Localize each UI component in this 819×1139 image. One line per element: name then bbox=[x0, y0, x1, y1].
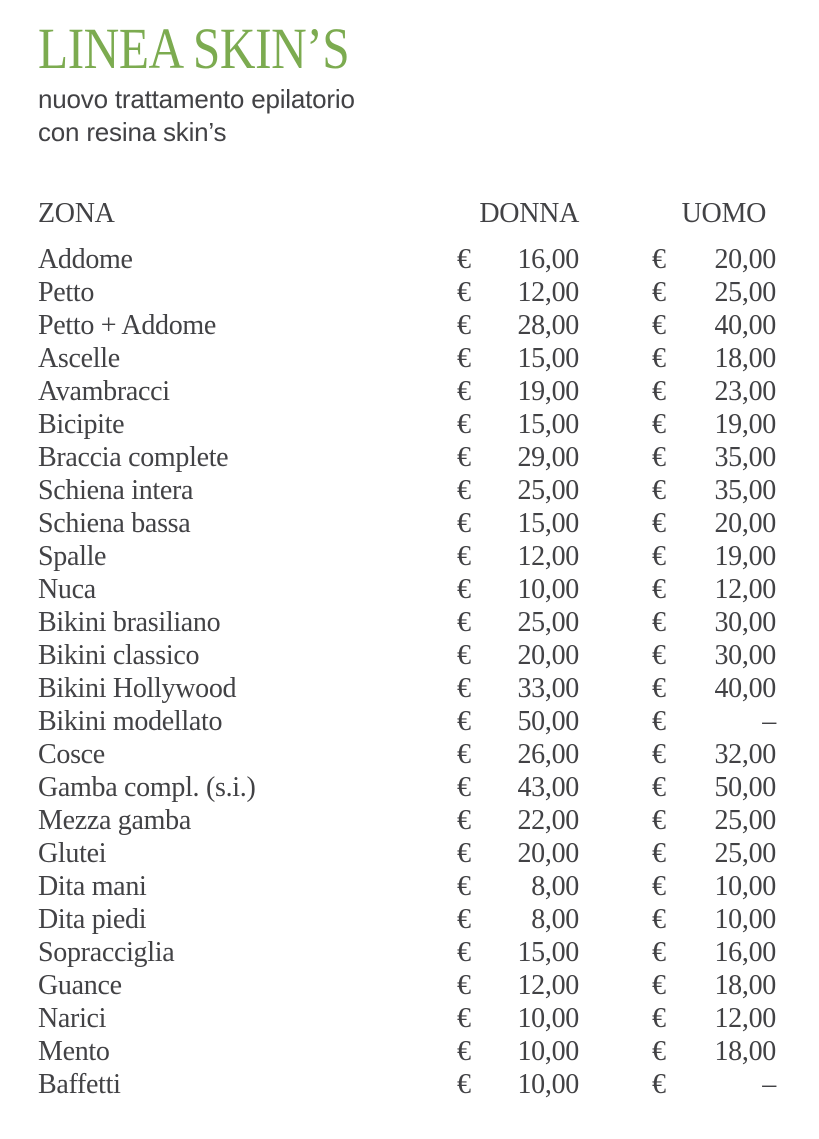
uomo-price-cell bbox=[652, 408, 776, 441]
uomo-amount: 12,00 bbox=[714, 574, 776, 605]
zone-label: Bikini brasiliano bbox=[38, 607, 221, 638]
table-row bbox=[38, 936, 776, 969]
donna-price-cell bbox=[457, 606, 579, 639]
euro-symbol: € bbox=[457, 475, 471, 506]
donna-amount: 19,00 bbox=[517, 376, 579, 407]
euro-symbol: € bbox=[652, 310, 666, 341]
donna-amount: 33,00 bbox=[517, 673, 579, 704]
table-row bbox=[38, 243, 776, 276]
euro-symbol: € bbox=[457, 805, 471, 836]
uomo-amount: 50,00 bbox=[714, 772, 776, 803]
page-title: LINEA SKIN’S bbox=[38, 16, 350, 81]
donna-amount: 12,00 bbox=[517, 970, 579, 1001]
table-row bbox=[38, 903, 776, 936]
zone-label: Schiena bassa bbox=[38, 508, 191, 539]
uomo-amount: 30,00 bbox=[714, 607, 776, 638]
table-row bbox=[38, 1002, 776, 1035]
donna-price-cell bbox=[457, 804, 579, 837]
table-row bbox=[38, 738, 776, 771]
donna-amount: 25,00 bbox=[517, 475, 579, 506]
uomo-amount: – bbox=[762, 706, 776, 737]
zone-label: Petto bbox=[38, 277, 95, 308]
euro-symbol: € bbox=[652, 838, 666, 869]
donna-amount: 15,00 bbox=[517, 343, 579, 374]
donna-amount: 15,00 bbox=[517, 508, 579, 539]
zone-label: Cosce bbox=[38, 739, 105, 770]
uomo-price-cell bbox=[652, 606, 776, 639]
zone-label: Narici bbox=[38, 1003, 107, 1034]
euro-symbol: € bbox=[457, 442, 471, 473]
euro-symbol: € bbox=[457, 607, 471, 638]
donna-price-cell bbox=[457, 969, 579, 1002]
zone-label: Braccia complete bbox=[38, 442, 229, 473]
euro-symbol: € bbox=[457, 541, 471, 572]
uomo-amount: 12,00 bbox=[714, 1003, 776, 1034]
euro-symbol: € bbox=[652, 508, 666, 539]
zone-label: Spalle bbox=[38, 541, 107, 572]
euro-symbol: € bbox=[457, 409, 471, 440]
donna-price-cell bbox=[457, 408, 579, 441]
euro-symbol: € bbox=[652, 244, 666, 275]
table-row bbox=[38, 870, 776, 903]
zone-label: Guance bbox=[38, 970, 122, 1001]
donna-amount: 22,00 bbox=[517, 805, 579, 836]
euro-symbol: € bbox=[652, 442, 666, 473]
uomo-amount: 35,00 bbox=[714, 475, 776, 506]
uomo-price-cell bbox=[652, 375, 776, 408]
euro-symbol: € bbox=[652, 607, 666, 638]
donna-price-cell bbox=[457, 672, 579, 705]
donna-price-cell bbox=[457, 870, 579, 903]
donna-price-cell bbox=[457, 837, 579, 870]
euro-symbol: € bbox=[652, 1036, 666, 1067]
donna-amount: 12,00 bbox=[517, 277, 579, 308]
zone-label: Addome bbox=[38, 244, 133, 275]
donna-amount: 50,00 bbox=[517, 706, 579, 737]
uomo-amount: 20,00 bbox=[714, 508, 776, 539]
uomo-price-cell bbox=[652, 342, 776, 375]
uomo-price-cell bbox=[652, 441, 776, 474]
donna-amount: 15,00 bbox=[517, 937, 579, 968]
zone-label: Gamba compl. (s.i.) bbox=[38, 772, 256, 803]
donna-price-cell bbox=[457, 540, 579, 573]
table-row bbox=[38, 606, 776, 639]
euro-symbol: € bbox=[457, 706, 471, 737]
donna-price-cell bbox=[457, 639, 579, 672]
donna-price-cell bbox=[457, 441, 579, 474]
euro-symbol: € bbox=[457, 376, 471, 407]
donna-price-cell bbox=[457, 771, 579, 804]
uomo-price-cell bbox=[652, 705, 776, 738]
table-row bbox=[38, 408, 776, 441]
zone-label: Bicipite bbox=[38, 409, 125, 440]
uomo-price-cell bbox=[652, 573, 776, 606]
uomo-price-cell bbox=[652, 474, 776, 507]
euro-symbol: € bbox=[457, 508, 471, 539]
euro-symbol: € bbox=[652, 673, 666, 704]
uomo-amount: 20,00 bbox=[714, 244, 776, 275]
donna-amount: 15,00 bbox=[517, 409, 579, 440]
zone-label: Mezza gamba bbox=[38, 805, 191, 836]
zone-label: Dita piedi bbox=[38, 904, 147, 935]
donna-price-cell bbox=[457, 705, 579, 738]
donna-price-cell bbox=[457, 276, 579, 309]
uomo-price-cell bbox=[652, 771, 776, 804]
uomo-amount: 25,00 bbox=[714, 838, 776, 869]
euro-symbol: € bbox=[652, 871, 666, 902]
uomo-price-cell bbox=[652, 1068, 776, 1101]
euro-symbol: € bbox=[652, 970, 666, 1001]
donna-amount: 16,00 bbox=[517, 244, 579, 275]
donna-price-cell bbox=[457, 738, 579, 771]
zone-label: Baffetti bbox=[38, 1069, 121, 1100]
euro-symbol: € bbox=[457, 640, 471, 671]
table-row bbox=[38, 837, 776, 870]
table-row bbox=[38, 507, 776, 540]
uomo-price-cell bbox=[652, 837, 776, 870]
donna-amount: 26,00 bbox=[517, 739, 579, 770]
uomo-amount: 10,00 bbox=[714, 904, 776, 935]
donna-amount: 43,00 bbox=[517, 772, 579, 803]
donna-amount: 20,00 bbox=[517, 838, 579, 869]
table-row bbox=[38, 573, 776, 606]
column-header-donna: DONNA bbox=[479, 198, 579, 229]
zone-label: Sopracciglia bbox=[38, 937, 175, 968]
uomo-price-cell bbox=[652, 969, 776, 1002]
table-row bbox=[38, 672, 776, 705]
zone-label: Petto + Addome bbox=[38, 310, 217, 341]
uomo-amount: 40,00 bbox=[714, 310, 776, 341]
uomo-amount: 30,00 bbox=[714, 640, 776, 671]
zone-label: Nuca bbox=[38, 574, 96, 605]
donna-amount: 25,00 bbox=[517, 607, 579, 638]
euro-symbol: € bbox=[652, 574, 666, 605]
uomo-amount: 32,00 bbox=[714, 739, 776, 770]
table-row bbox=[38, 1035, 776, 1068]
euro-symbol: € bbox=[652, 640, 666, 671]
uomo-price-cell bbox=[652, 903, 776, 936]
zone-label: Dita mani bbox=[38, 871, 147, 902]
euro-symbol: € bbox=[457, 838, 471, 869]
euro-symbol: € bbox=[457, 937, 471, 968]
price-table bbox=[38, 197, 776, 1101]
uomo-price-cell bbox=[652, 309, 776, 342]
uomo-amount: 18,00 bbox=[714, 970, 776, 1001]
donna-price-cell bbox=[457, 342, 579, 375]
donna-price-cell bbox=[457, 1002, 579, 1035]
table-row bbox=[38, 804, 776, 837]
donna-amount: 8,00 bbox=[531, 871, 579, 902]
euro-symbol: € bbox=[652, 409, 666, 440]
euro-symbol: € bbox=[457, 574, 471, 605]
euro-symbol: € bbox=[652, 805, 666, 836]
table-row bbox=[38, 441, 776, 474]
euro-symbol: € bbox=[457, 1036, 471, 1067]
table-row bbox=[38, 705, 776, 738]
euro-symbol: € bbox=[457, 871, 471, 902]
table-row bbox=[38, 969, 776, 1002]
table-row bbox=[38, 1068, 776, 1101]
uomo-price-cell bbox=[652, 507, 776, 540]
donna-amount: 12,00 bbox=[517, 541, 579, 572]
table-row bbox=[38, 639, 776, 672]
euro-symbol: € bbox=[457, 904, 471, 935]
donna-amount: 10,00 bbox=[517, 1003, 579, 1034]
price-table-body bbox=[38, 243, 776, 1101]
table-row bbox=[38, 540, 776, 573]
table-row bbox=[38, 309, 776, 342]
table-row bbox=[38, 342, 776, 375]
donna-amount: 29,00 bbox=[517, 442, 579, 473]
euro-symbol: € bbox=[457, 277, 471, 308]
uomo-price-cell bbox=[652, 639, 776, 672]
table-header-row bbox=[38, 197, 776, 230]
euro-symbol: € bbox=[652, 772, 666, 803]
uomo-amount: 35,00 bbox=[714, 442, 776, 473]
zone-label: Bikini classico bbox=[38, 640, 200, 671]
euro-symbol: € bbox=[652, 1069, 666, 1100]
euro-symbol: € bbox=[457, 343, 471, 374]
uomo-price-cell bbox=[652, 276, 776, 309]
uomo-price-cell bbox=[652, 804, 776, 837]
uomo-amount: 25,00 bbox=[714, 277, 776, 308]
donna-amount: 10,00 bbox=[517, 574, 579, 605]
zone-label: Mento bbox=[38, 1036, 110, 1067]
subtitle-line-1: nuovo trattamento epilatorio bbox=[38, 84, 355, 114]
uomo-price-cell bbox=[652, 672, 776, 705]
uomo-amount: 18,00 bbox=[714, 1036, 776, 1067]
donna-amount: 20,00 bbox=[517, 640, 579, 671]
donna-amount: 10,00 bbox=[517, 1069, 579, 1100]
donna-price-cell bbox=[457, 936, 579, 969]
donna-price-cell bbox=[457, 1035, 579, 1068]
donna-price-cell bbox=[457, 309, 579, 342]
euro-symbol: € bbox=[457, 1069, 471, 1100]
zone-label: Schiena intera bbox=[38, 475, 194, 506]
uomo-price-cell bbox=[652, 738, 776, 771]
euro-symbol: € bbox=[652, 937, 666, 968]
euro-symbol: € bbox=[652, 277, 666, 308]
donna-amount: 28,00 bbox=[517, 310, 579, 341]
euro-symbol: € bbox=[457, 1003, 471, 1034]
uomo-amount: 25,00 bbox=[714, 805, 776, 836]
donna-price-cell bbox=[457, 507, 579, 540]
table-row bbox=[38, 276, 776, 309]
zone-label: Glutei bbox=[38, 838, 107, 869]
euro-symbol: € bbox=[652, 706, 666, 737]
euro-symbol: € bbox=[652, 376, 666, 407]
euro-symbol: € bbox=[652, 739, 666, 770]
donna-price-cell bbox=[457, 903, 579, 936]
table-row bbox=[38, 474, 776, 507]
uomo-price-cell bbox=[652, 243, 776, 276]
subtitle-line-2: con resina skin’s bbox=[38, 117, 227, 147]
zone-label: Bikini Hollywood bbox=[38, 673, 237, 704]
table-row bbox=[38, 771, 776, 804]
uomo-price-cell bbox=[652, 1035, 776, 1068]
uomo-amount: 40,00 bbox=[714, 673, 776, 704]
uomo-amount: 18,00 bbox=[714, 343, 776, 374]
zone-label: Avambracci bbox=[38, 376, 170, 407]
uomo-price-cell bbox=[652, 1002, 776, 1035]
column-header-zona: ZONA bbox=[38, 198, 115, 229]
euro-symbol: € bbox=[457, 772, 471, 803]
donna-price-cell bbox=[457, 474, 579, 507]
page-subtitle bbox=[38, 83, 776, 149]
donna-amount: 10,00 bbox=[517, 1036, 579, 1067]
uomo-amount: 19,00 bbox=[714, 541, 776, 572]
donna-price-cell bbox=[457, 375, 579, 408]
uomo-amount: – bbox=[762, 1069, 776, 1100]
euro-symbol: € bbox=[652, 1003, 666, 1034]
uomo-amount: 23,00 bbox=[714, 376, 776, 407]
donna-price-cell bbox=[457, 1068, 579, 1101]
euro-symbol: € bbox=[652, 475, 666, 506]
zone-label: Bikini modellato bbox=[38, 706, 223, 737]
euro-symbol: € bbox=[457, 970, 471, 1001]
uomo-amount: 10,00 bbox=[714, 871, 776, 902]
euro-symbol: € bbox=[457, 244, 471, 275]
euro-symbol: € bbox=[457, 310, 471, 341]
donna-amount: 8,00 bbox=[531, 904, 579, 935]
uomo-amount: 16,00 bbox=[714, 937, 776, 968]
table-row bbox=[38, 375, 776, 408]
uomo-price-cell bbox=[652, 936, 776, 969]
donna-price-cell bbox=[457, 573, 579, 606]
euro-symbol: € bbox=[652, 541, 666, 572]
uomo-price-cell bbox=[652, 540, 776, 573]
donna-price-cell bbox=[457, 243, 579, 276]
uomo-amount: 19,00 bbox=[714, 409, 776, 440]
euro-symbol: € bbox=[652, 343, 666, 374]
uomo-price-cell bbox=[652, 870, 776, 903]
euro-symbol: € bbox=[457, 673, 471, 704]
zone-label: Ascelle bbox=[38, 343, 120, 374]
euro-symbol: € bbox=[457, 739, 471, 770]
euro-symbol: € bbox=[652, 904, 666, 935]
column-header-uomo: UOMO bbox=[681, 198, 766, 229]
